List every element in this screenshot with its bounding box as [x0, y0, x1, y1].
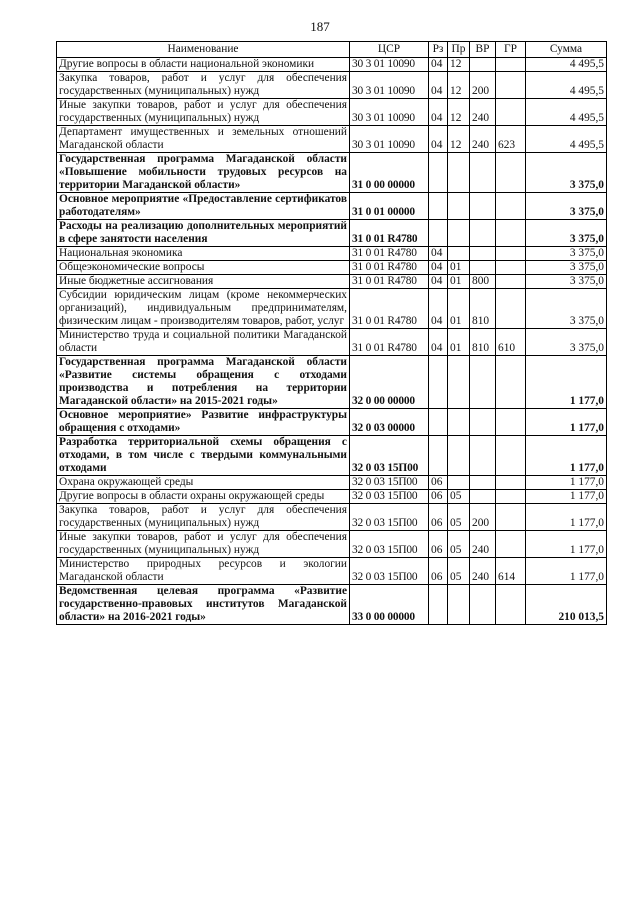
table-row [57, 585, 607, 625]
cell-sum: 3 375,0 [526, 289, 607, 329]
cell-sum: 1 177,0 [526, 490, 607, 504]
table-row [57, 247, 607, 261]
cell-sum: 3 375,0 [526, 247, 607, 261]
cell-vr [470, 261, 496, 275]
cell-sum: 1 177,0 [526, 504, 607, 531]
cell-gr [496, 409, 526, 436]
cell-sum: 1 177,0 [526, 558, 607, 585]
cell-csr: 31 0 01 00000 [350, 193, 429, 220]
cell-name: Министерство природных ресурсов и экологии Магаданской области [57, 558, 350, 585]
table-row [57, 72, 607, 99]
table-row [57, 220, 607, 247]
cell-rz: 04 [429, 275, 448, 289]
cell-gr [496, 356, 526, 409]
cell-name: Иные закупки товаров, работ и услуг для обеспечения государственных (муниципальных) нужд [57, 99, 350, 126]
cell-vr: 240 [470, 126, 496, 153]
header-rz: Рз [429, 42, 448, 58]
cell-rz [429, 409, 448, 436]
cell-csr: 32 0 03 15П00 [350, 504, 429, 531]
cell-pr: 12 [448, 58, 470, 72]
cell-csr: 32 0 03 15П00 [350, 490, 429, 504]
cell-csr: 30 3 01 10090 [350, 99, 429, 126]
cell-vr: 240 [470, 531, 496, 558]
cell-gr [496, 436, 526, 476]
table-row [57, 558, 607, 585]
cell-pr [448, 436, 470, 476]
cell-vr: 810 [470, 289, 496, 329]
cell-rz: 04 [429, 72, 448, 99]
cell-csr: 32 0 03 15П00 [350, 436, 429, 476]
cell-sum: 4 495,5 [526, 126, 607, 153]
cell-name: Расходы на реализацию дополнительных мероприятий в сфере занятости населения [57, 220, 350, 247]
cell-rz: 04 [429, 329, 448, 356]
cell-sum: 3 375,0 [526, 261, 607, 275]
cell-rz: 06 [429, 504, 448, 531]
cell-pr [448, 193, 470, 220]
cell-csr: 33 0 00 00000 [350, 585, 429, 625]
cell-vr [470, 220, 496, 247]
cell-csr: 30 3 01 10090 [350, 58, 429, 72]
header-pr: Пр [448, 42, 470, 58]
cell-name: Охрана окружающей среды [57, 476, 350, 490]
cell-name: Другие вопросы в области охраны окружающей среды [57, 490, 350, 504]
cell-vr [470, 436, 496, 476]
cell-pr: 01 [448, 289, 470, 329]
cell-gr [496, 275, 526, 289]
cell-csr: 32 0 03 15П00 [350, 476, 429, 490]
cell-csr: 32 0 03 15П00 [350, 531, 429, 558]
table-row [57, 329, 607, 356]
cell-csr: 31 0 01 R4780 [350, 289, 429, 329]
cell-rz: 06 [429, 476, 448, 490]
table-body [57, 58, 607, 625]
cell-name: Субсидии юридическим лицам (кроме некоммерческих организаций), индивидуальным предпринимателям, физическим лицам - производителям товаров, работ, услуг [57, 289, 350, 329]
cell-rz: 04 [429, 289, 448, 329]
table-row [57, 356, 607, 409]
cell-vr [470, 476, 496, 490]
table-row [57, 504, 607, 531]
cell-pr: 05 [448, 558, 470, 585]
table-row [57, 261, 607, 275]
cell-name: Закупка товаров, работ и услуг для обеспечения государственных (муниципальных) нужд [57, 504, 350, 531]
cell-vr [470, 409, 496, 436]
cell-vr: 200 [470, 504, 496, 531]
table-row [57, 436, 607, 476]
header-name: Наименование [57, 42, 350, 58]
cell-vr [470, 247, 496, 261]
cell-sum: 1 177,0 [526, 476, 607, 490]
cell-rz [429, 153, 448, 193]
cell-pr [448, 247, 470, 261]
cell-sum: 4 495,5 [526, 99, 607, 126]
cell-rz: 04 [429, 126, 448, 153]
budget-table [56, 41, 607, 625]
cell-vr [470, 193, 496, 220]
table-row [57, 58, 607, 72]
cell-rz: 06 [429, 558, 448, 585]
page-number: 187 [310, 19, 330, 34]
cell-rz: 04 [429, 247, 448, 261]
cell-pr: 12 [448, 72, 470, 99]
cell-gr [496, 153, 526, 193]
cell-name: Иные закупки товаров, работ и услуг для обеспечения государственных (муниципальных) нужд [57, 531, 350, 558]
table-row [57, 289, 607, 329]
cell-csr: 31 0 00 00000 [350, 153, 429, 193]
cell-pr [448, 476, 470, 490]
cell-vr: 800 [470, 275, 496, 289]
cell-sum: 1 177,0 [526, 531, 607, 558]
cell-sum: 3 375,0 [526, 220, 607, 247]
cell-gr: 614 [496, 558, 526, 585]
cell-gr [496, 289, 526, 329]
cell-gr [496, 531, 526, 558]
cell-rz: 04 [429, 99, 448, 126]
cell-csr: 31 0 01 R4780 [350, 247, 429, 261]
cell-sum: 4 495,5 [526, 72, 607, 99]
cell-sum: 210 013,5 [526, 585, 607, 625]
table-row [57, 476, 607, 490]
cell-csr: 31 0 01 R4780 [350, 275, 429, 289]
cell-csr: 32 0 00 00000 [350, 356, 429, 409]
cell-pr [448, 220, 470, 247]
cell-name: Общеэкономические вопросы [57, 261, 350, 275]
cell-sum: 1 177,0 [526, 356, 607, 409]
cell-rz: 06 [429, 490, 448, 504]
header-vr: ВР [470, 42, 496, 58]
cell-vr: 240 [470, 99, 496, 126]
cell-rz [429, 220, 448, 247]
cell-name: Закупка товаров, работ и услуг для обеспечения государственных (муниципальных) нужд [57, 72, 350, 99]
cell-name: Основное мероприятие «Предоставление сертификатов работодателям» [57, 193, 350, 220]
cell-sum: 3 375,0 [526, 329, 607, 356]
cell-name: Ведомственная целевая программа «Развитие государственно-правовых институтов Магаданской области» на 2016-2021 годы» [57, 585, 350, 625]
cell-gr: 623 [496, 126, 526, 153]
header-row [57, 42, 607, 58]
cell-gr [496, 72, 526, 99]
cell-pr: 05 [448, 531, 470, 558]
cell-csr: 32 0 03 00000 [350, 409, 429, 436]
table-row [57, 126, 607, 153]
cell-sum: 1 177,0 [526, 436, 607, 476]
cell-gr [496, 193, 526, 220]
cell-rz: 06 [429, 531, 448, 558]
cell-name: Разработка территориальной схемы обращения с отходами, в том числе с твердыми коммунальными отходами [57, 436, 350, 476]
cell-gr [496, 476, 526, 490]
cell-pr: 01 [448, 275, 470, 289]
table-row [57, 409, 607, 436]
cell-name: Иные бюджетные ассигнования [57, 275, 350, 289]
cell-pr: 12 [448, 99, 470, 126]
cell-sum: 4 495,5 [526, 58, 607, 72]
cell-name: Государственная программа Магаданской области «Развитие системы обращения с отходами производства и потребления на территории Магаданской области» на 2015-2021 годы» [57, 356, 350, 409]
cell-rz [429, 436, 448, 476]
table-row [57, 490, 607, 504]
table-row [57, 275, 607, 289]
cell-csr: 30 3 01 10090 [350, 126, 429, 153]
cell-pr [448, 356, 470, 409]
cell-pr: 01 [448, 329, 470, 356]
cell-vr [470, 490, 496, 504]
cell-vr [470, 585, 496, 625]
cell-vr [470, 153, 496, 193]
table-row [57, 193, 607, 220]
cell-gr [496, 504, 526, 531]
cell-csr: 31 0 01 R4780 [350, 261, 429, 275]
cell-rz: 04 [429, 58, 448, 72]
cell-vr: 810 [470, 329, 496, 356]
cell-gr: 610 [496, 329, 526, 356]
cell-gr [496, 220, 526, 247]
table-row [57, 153, 607, 193]
cell-csr: 31 0 01 R4780 [350, 329, 429, 356]
cell-pr: 12 [448, 126, 470, 153]
cell-gr [496, 247, 526, 261]
cell-pr: 05 [448, 490, 470, 504]
cell-sum: 3 375,0 [526, 153, 607, 193]
cell-pr: 05 [448, 504, 470, 531]
cell-name: Основное мероприятие» Развитие инфраструктуры обращения с отходами» [57, 409, 350, 436]
cell-sum: 1 177,0 [526, 409, 607, 436]
table-row [57, 99, 607, 126]
cell-name: Государственная программа Магаданской области «Повышение мобильности трудовых ресурсов на территории Магаданской области» [57, 153, 350, 193]
cell-name: Национальная экономика [57, 247, 350, 261]
header-csr: ЦСР [350, 42, 429, 58]
cell-gr [496, 99, 526, 126]
cell-csr: 31 0 01 R4780 [350, 220, 429, 247]
cell-gr [496, 585, 526, 625]
cell-rz [429, 193, 448, 220]
cell-vr: 200 [470, 72, 496, 99]
cell-vr [470, 356, 496, 409]
cell-vr: 240 [470, 558, 496, 585]
cell-rz [429, 356, 448, 409]
cell-name: Другие вопросы в области национальной экономики [57, 58, 350, 72]
table-row [57, 531, 607, 558]
cell-pr [448, 153, 470, 193]
cell-gr [496, 490, 526, 504]
cell-gr [496, 58, 526, 72]
cell-csr: 30 3 01 10090 [350, 72, 429, 99]
cell-vr [470, 58, 496, 72]
cell-pr: 01 [448, 261, 470, 275]
cell-sum: 3 375,0 [526, 275, 607, 289]
cell-name: Министерство труда и социальной политики Магаданской области [57, 329, 350, 356]
cell-rz [429, 585, 448, 625]
header-gr: ГР [496, 42, 526, 58]
cell-csr: 32 0 03 15П00 [350, 558, 429, 585]
cell-pr [448, 409, 470, 436]
header-sum: Сумма [526, 42, 607, 58]
cell-sum: 3 375,0 [526, 193, 607, 220]
cell-rz: 04 [429, 261, 448, 275]
cell-pr [448, 585, 470, 625]
cell-name: Департамент имущественных и земельных отношений Магаданской области [57, 126, 350, 153]
cell-gr [496, 261, 526, 275]
